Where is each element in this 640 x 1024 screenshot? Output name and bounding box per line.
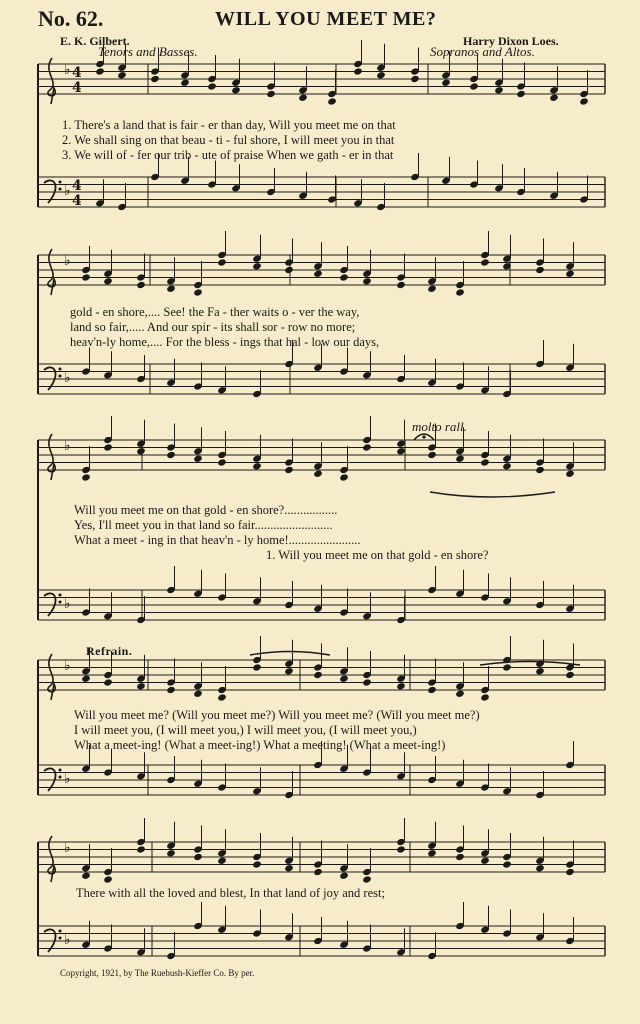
- flat-icon: ♭: [64, 370, 71, 386]
- tie: [430, 492, 555, 497]
- lyricist: E. K. Gilbert.: [60, 34, 130, 48]
- notehead: [166, 285, 176, 293]
- notehead: [494, 86, 504, 94]
- refrain-label: Refrain.: [86, 644, 133, 658]
- notehead: [166, 849, 176, 857]
- flat-icon: ♭: [64, 840, 71, 856]
- notehead: [455, 288, 465, 296]
- notehead: [136, 281, 146, 289]
- notehead: [207, 82, 217, 90]
- bass-clef-dot: [59, 601, 62, 604]
- notehead: [252, 262, 262, 270]
- bass-clef-dot: [59, 769, 62, 772]
- flat-icon: ♭: [64, 183, 71, 199]
- notehead: [217, 693, 227, 701]
- notehead: [231, 86, 241, 94]
- bass-clef-dot: [59, 937, 62, 940]
- verse-1-line-2: gold - en shore,.... See! the Fa - ther waits o - ver the way,: [70, 305, 360, 319]
- notehead: [252, 860, 262, 868]
- time-signature-denominator: 4: [72, 193, 82, 209]
- notehead: [193, 853, 203, 861]
- notehead: [396, 682, 406, 690]
- notehead: [298, 94, 308, 102]
- notehead: [313, 470, 323, 478]
- notehead: [313, 671, 323, 679]
- notehead: [535, 466, 545, 474]
- notehead: [193, 288, 203, 296]
- notehead: [535, 864, 545, 872]
- notehead: [480, 693, 490, 701]
- bass-clef-dot: [59, 776, 62, 779]
- notehead: [427, 686, 437, 694]
- tie: [250, 652, 330, 656]
- notehead: [217, 458, 227, 466]
- flat-icon: ♭: [64, 596, 71, 612]
- bass-clef-dot: [59, 181, 62, 184]
- flat-icon: ♭: [64, 438, 71, 454]
- notehead: [427, 285, 437, 293]
- notehead: [339, 473, 349, 481]
- verse-2-line-3: Yes, I'll meet you in that land so fair.........................: [74, 518, 333, 532]
- notehead: [339, 675, 349, 683]
- notehead: [284, 466, 294, 474]
- treble-clef-icon: [48, 836, 55, 882]
- copyright-notice: Copyright, 1921, by The Ruebush-Kieffer Co. By per.: [60, 968, 255, 978]
- notehead: [180, 79, 190, 87]
- notehead: [95, 67, 105, 75]
- bass-clef-dot: [59, 930, 62, 933]
- notehead: [480, 458, 490, 466]
- notehead: [252, 462, 262, 470]
- notehead: [284, 864, 294, 872]
- notehead: [217, 857, 227, 865]
- bass-echo-line: 1. Will you meet me on that gold - en shore?: [266, 548, 489, 562]
- hymn-title: WILL YOU MEET ME?: [215, 8, 437, 30]
- flat-icon: ♭: [64, 658, 71, 674]
- notehead: [410, 75, 420, 83]
- notehead: [81, 872, 91, 880]
- notehead: [396, 845, 406, 853]
- notehead: [376, 71, 386, 79]
- notehead: [353, 67, 363, 75]
- treble-clef-icon: [48, 58, 55, 104]
- bass-clef-dot: [59, 594, 62, 597]
- notehead: [284, 667, 294, 675]
- verse-2-line-2: land so fair,..... And our spir - its shall sor - row no more;: [70, 320, 356, 334]
- notehead: [103, 443, 113, 451]
- notehead: [469, 82, 479, 90]
- flat-icon: ♭: [64, 253, 71, 269]
- notehead: [313, 270, 323, 278]
- notehead: [252, 663, 262, 671]
- notehead: [166, 451, 176, 459]
- flat-icon: ♭: [64, 62, 71, 78]
- notehead: [502, 462, 512, 470]
- notehead: [150, 75, 160, 83]
- notehead: [313, 868, 323, 876]
- bass-clef-dot: [59, 375, 62, 378]
- notehead: [455, 455, 465, 463]
- notehead: [427, 451, 437, 459]
- notehead: [362, 875, 372, 883]
- notehead: [427, 849, 437, 857]
- composer: Harry Dixon Loes.: [463, 34, 559, 48]
- verse-3-line-2: heav'n-ly home,.... For the bless - ings that hal - low our days,: [70, 335, 380, 349]
- notehead: [339, 872, 349, 880]
- notehead: [362, 443, 372, 451]
- notehead: [103, 277, 113, 285]
- notehead: [81, 473, 91, 481]
- hymn-number: No. 62.: [38, 6, 104, 31]
- verse-2-line-1: 2. We shall sing on that beau - ti - ful shore, I will meet you in that: [62, 133, 395, 147]
- notehead: [455, 853, 465, 861]
- verse-3-line-1: 3. We will of - fer our trib - ute of praise When we gath - er in that: [62, 148, 394, 162]
- notehead: [455, 690, 465, 698]
- notehead: [535, 667, 545, 675]
- notehead: [579, 97, 589, 105]
- notehead: [480, 258, 490, 266]
- notehead: [441, 79, 451, 87]
- notehead: [362, 277, 372, 285]
- voice-label-sopranos-altos: Sopranos and Altos.: [430, 44, 535, 59]
- bass-clef-dot: [59, 368, 62, 371]
- notehead: [480, 857, 490, 865]
- notehead: [565, 671, 575, 679]
- time-signature-denominator: 4: [72, 80, 82, 96]
- notehead: [193, 690, 203, 698]
- time-signature-numerator: 4: [72, 65, 82, 81]
- notehead: [549, 94, 559, 102]
- verse-1-line-3: Will you meet me on that gold - en shore?.................: [74, 503, 338, 517]
- notehead: [565, 470, 575, 478]
- notehead: [136, 447, 146, 455]
- notehead: [362, 678, 372, 686]
- notehead: [565, 270, 575, 278]
- refrain-verse-3: What a meet-ing! (What a meet-ing!) What a meeting! (What a meet-ing!): [74, 738, 446, 752]
- flat-icon: ♭: [64, 771, 71, 787]
- time-signature-numerator: 4: [72, 178, 82, 194]
- treble-clef-icon: [48, 434, 55, 480]
- notehead: [103, 875, 113, 883]
- notehead: [81, 675, 91, 683]
- refrain-verse-1: Will you meet me? (Will you meet me?) Will you meet me? (Will you meet me?): [74, 708, 480, 722]
- notehead: [565, 868, 575, 876]
- voice-label-tenors-basses: Tenors and Basses.: [98, 44, 198, 59]
- refrain-line-2: There with all the loved and blest, In that land of joy and rest;: [76, 886, 385, 900]
- notehead: [339, 273, 349, 281]
- notehead: [266, 90, 276, 98]
- notehead: [103, 678, 113, 686]
- notehead: [284, 266, 294, 274]
- notehead: [136, 682, 146, 690]
- notehead: [535, 266, 545, 274]
- notehead: [502, 860, 512, 868]
- notehead: [217, 258, 227, 266]
- notehead: [327, 97, 337, 105]
- notehead: [81, 273, 91, 281]
- notehead: [193, 455, 203, 463]
- treble-clef-icon: [48, 249, 55, 295]
- notehead: [136, 845, 146, 853]
- treble-clef-icon: [48, 654, 55, 700]
- tempo-marking: molto rall.: [412, 419, 467, 434]
- verse-3-line-3: What a meet - ing in that heav'n - ly home!.......................: [74, 533, 361, 547]
- bass-clef-dot: [59, 188, 62, 191]
- flat-icon: ♭: [64, 932, 71, 948]
- notehead: [117, 71, 127, 79]
- fermata-dot: [422, 435, 425, 438]
- notehead: [396, 447, 406, 455]
- notehead: [502, 663, 512, 671]
- tie: [480, 662, 580, 666]
- notehead: [166, 686, 176, 694]
- notehead: [516, 90, 526, 98]
- refrain-verse-2: I will meet you, (I will meet you,) I will meet you, (I will meet you,): [74, 723, 417, 737]
- notehead: [396, 281, 406, 289]
- verse-1-line-1: 1. There's a land that is fair - er than day, Will you meet me on that: [62, 118, 396, 132]
